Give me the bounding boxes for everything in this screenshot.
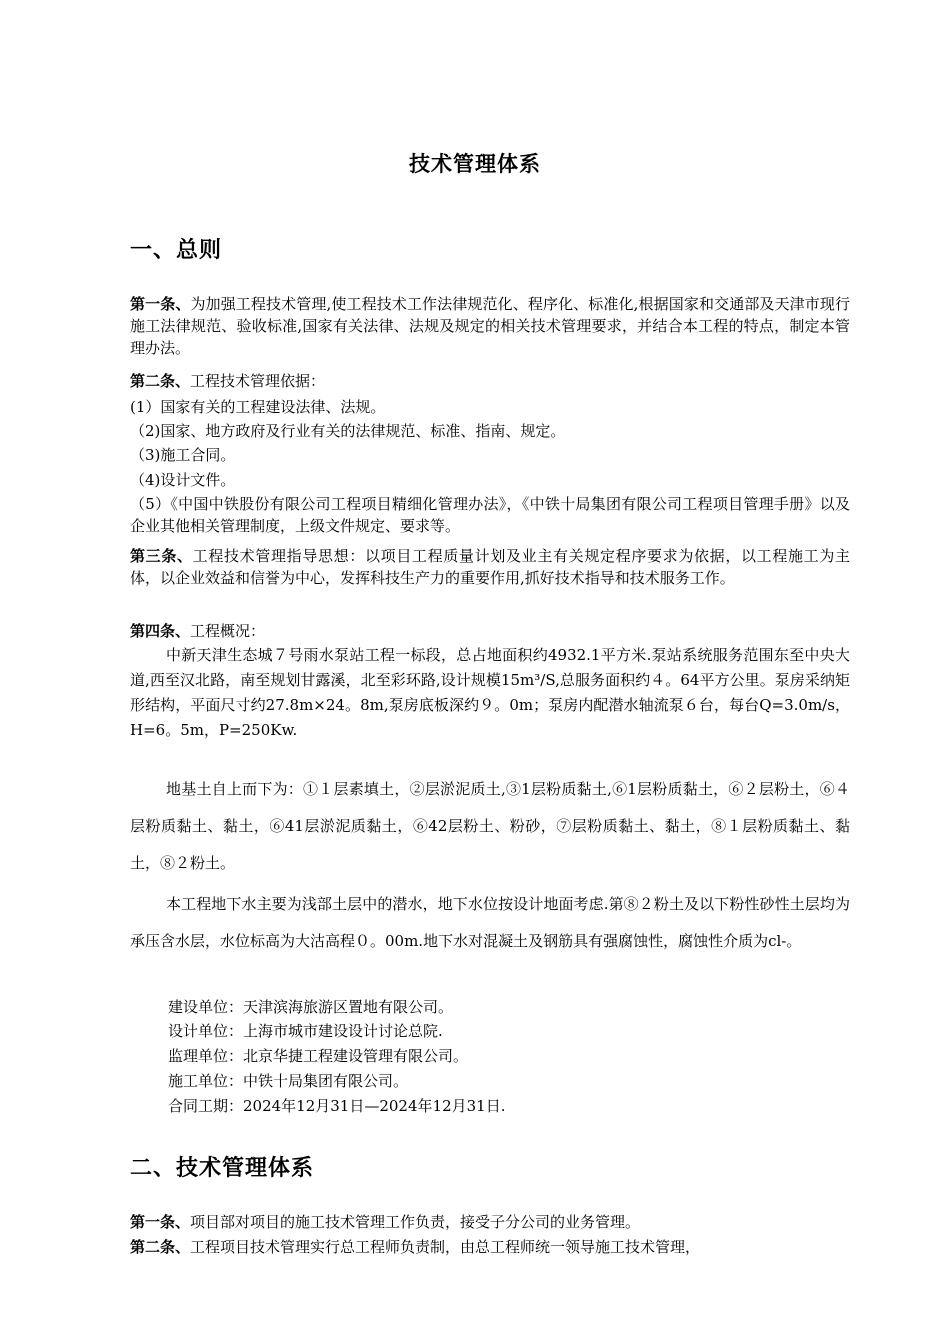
project-overview: 中新天津生态城７号雨水泵站工程一标段，总占地面积约4932.1平方米.泵站系统服务范围东至中央大道,西至汉北路，南至规划甘露溪，北至彩环路,设计规模15m³/S,总服务面积约４。64平方公里。泵房采纳矩形结构，平面尺寸约27.8m×24。8m,泵房底板深约９。0m；泵房内配潜水轴流泵６台，每台Q=3.0m/s，H=6。5m，P=250Kw. — [130, 646, 850, 739]
section2-article-2 — [130, 1236, 850, 1258]
article-label: 第一条、 — [130, 1213, 191, 1231]
basis-item-5: （5）《中国中铁股份有限公司工程项目精细化管理办法》，《中铁十局集团有限公司工程项目管理手册》以及企业其他相关管理制度，上级文件规定、要求等。 — [130, 495, 850, 535]
construction-unit: 建设单位：天津滨海旅游区置地有限公司。 — [168, 998, 454, 1016]
article-label: 第二条、 — [130, 1238, 191, 1256]
soil-layers: 地基土自上而下为：①１层素填土，②层淤泥质土,③1层粉质黏土,⑥1层粉质黏土，⑥２层粉土，⑥４层粉质黏土、黏土，⑥41层淤泥质黏土，⑥42层粉土、粉砂，⑦层粉质黏土、黏土，⑧１层粉质黏土、黏土，⑧２粉土。 — [130, 780, 850, 872]
article-text: 工程技术管理依据： — [190, 372, 326, 390]
supervision-unit: 监理单位：北京华捷工程建设管理有限公司。 — [168, 1047, 469, 1065]
contractor-unit: 施工单位：中铁十局集团有限公司。 — [168, 1072, 409, 1090]
article-text: 工程概况： — [190, 622, 266, 640]
basis-item-1: (1）国家有关的工程建设法律、法规。 — [130, 398, 386, 416]
article-4 — [130, 620, 850, 642]
section-heading-general: 一、总则 — [130, 238, 223, 263]
article-text: 为加强工程技术管理,使工程技术工作法律规范化、程序化、标准化,根据国家和交通部及天津市现行施工法律规范、验收标准,国家有关法律、法规及规定的相关技术管理要求，并结合本工程的特点，制定本管理办法。 — [130, 295, 850, 357]
article-text: 项目部对项目的施工技术管理工作负责，接受子分公司的业务管理。 — [190, 1213, 641, 1231]
article-text: 工程技术管理指导思想：以项目工程质量计划及业主有关规定程序要求为依据，以工程施工为主体，以企业效益和信誉为中心，发挥科技生产力的重要作用,抓好技术指导和技术服务工作。 — [130, 547, 850, 587]
design-unit: 设计单位：上海市城市建设设计讨论总院. — [168, 1022, 443, 1040]
basis-item-4: （4)设计文件。 — [130, 471, 236, 489]
contract-period: 合同工期：2024年12月31日—2024年12月31日. — [168, 1097, 506, 1115]
document-title: 技术管理体系 — [409, 152, 541, 176]
article-label: 第三条、 — [130, 547, 193, 565]
section2-article-1 — [130, 1211, 850, 1233]
section-heading-tech-system: 二、技术管理体系 — [130, 1156, 315, 1181]
article-label: 第二条、 — [130, 372, 191, 390]
article-label: 第四条、 — [130, 622, 191, 640]
article-2 — [130, 370, 850, 392]
article-3 — [130, 545, 850, 589]
article-text: 工程项目技术管理实行总工程师负责制，由总工程师统一领导施工技术管理， — [190, 1238, 701, 1256]
groundwater: 本工程地下水主要为浅部土层中的潜水，地下水位按设计地面考虑.第⑧２粉土及以下粉性砂性土层均为承压含水层，水位标高为大沽高程０。00m.地下水对混凝土及钢筋具有强腐蚀性，腐蚀性介质为cl-。 — [130, 895, 850, 950]
basis-item-3: （3)施工合同。 — [130, 446, 236, 464]
article-1 — [130, 293, 850, 359]
article-label: 第一条、 — [130, 295, 191, 313]
basis-item-2: （2)国家、地方政府及行业有关的法律规范、标准、指南、规定。 — [130, 422, 566, 440]
